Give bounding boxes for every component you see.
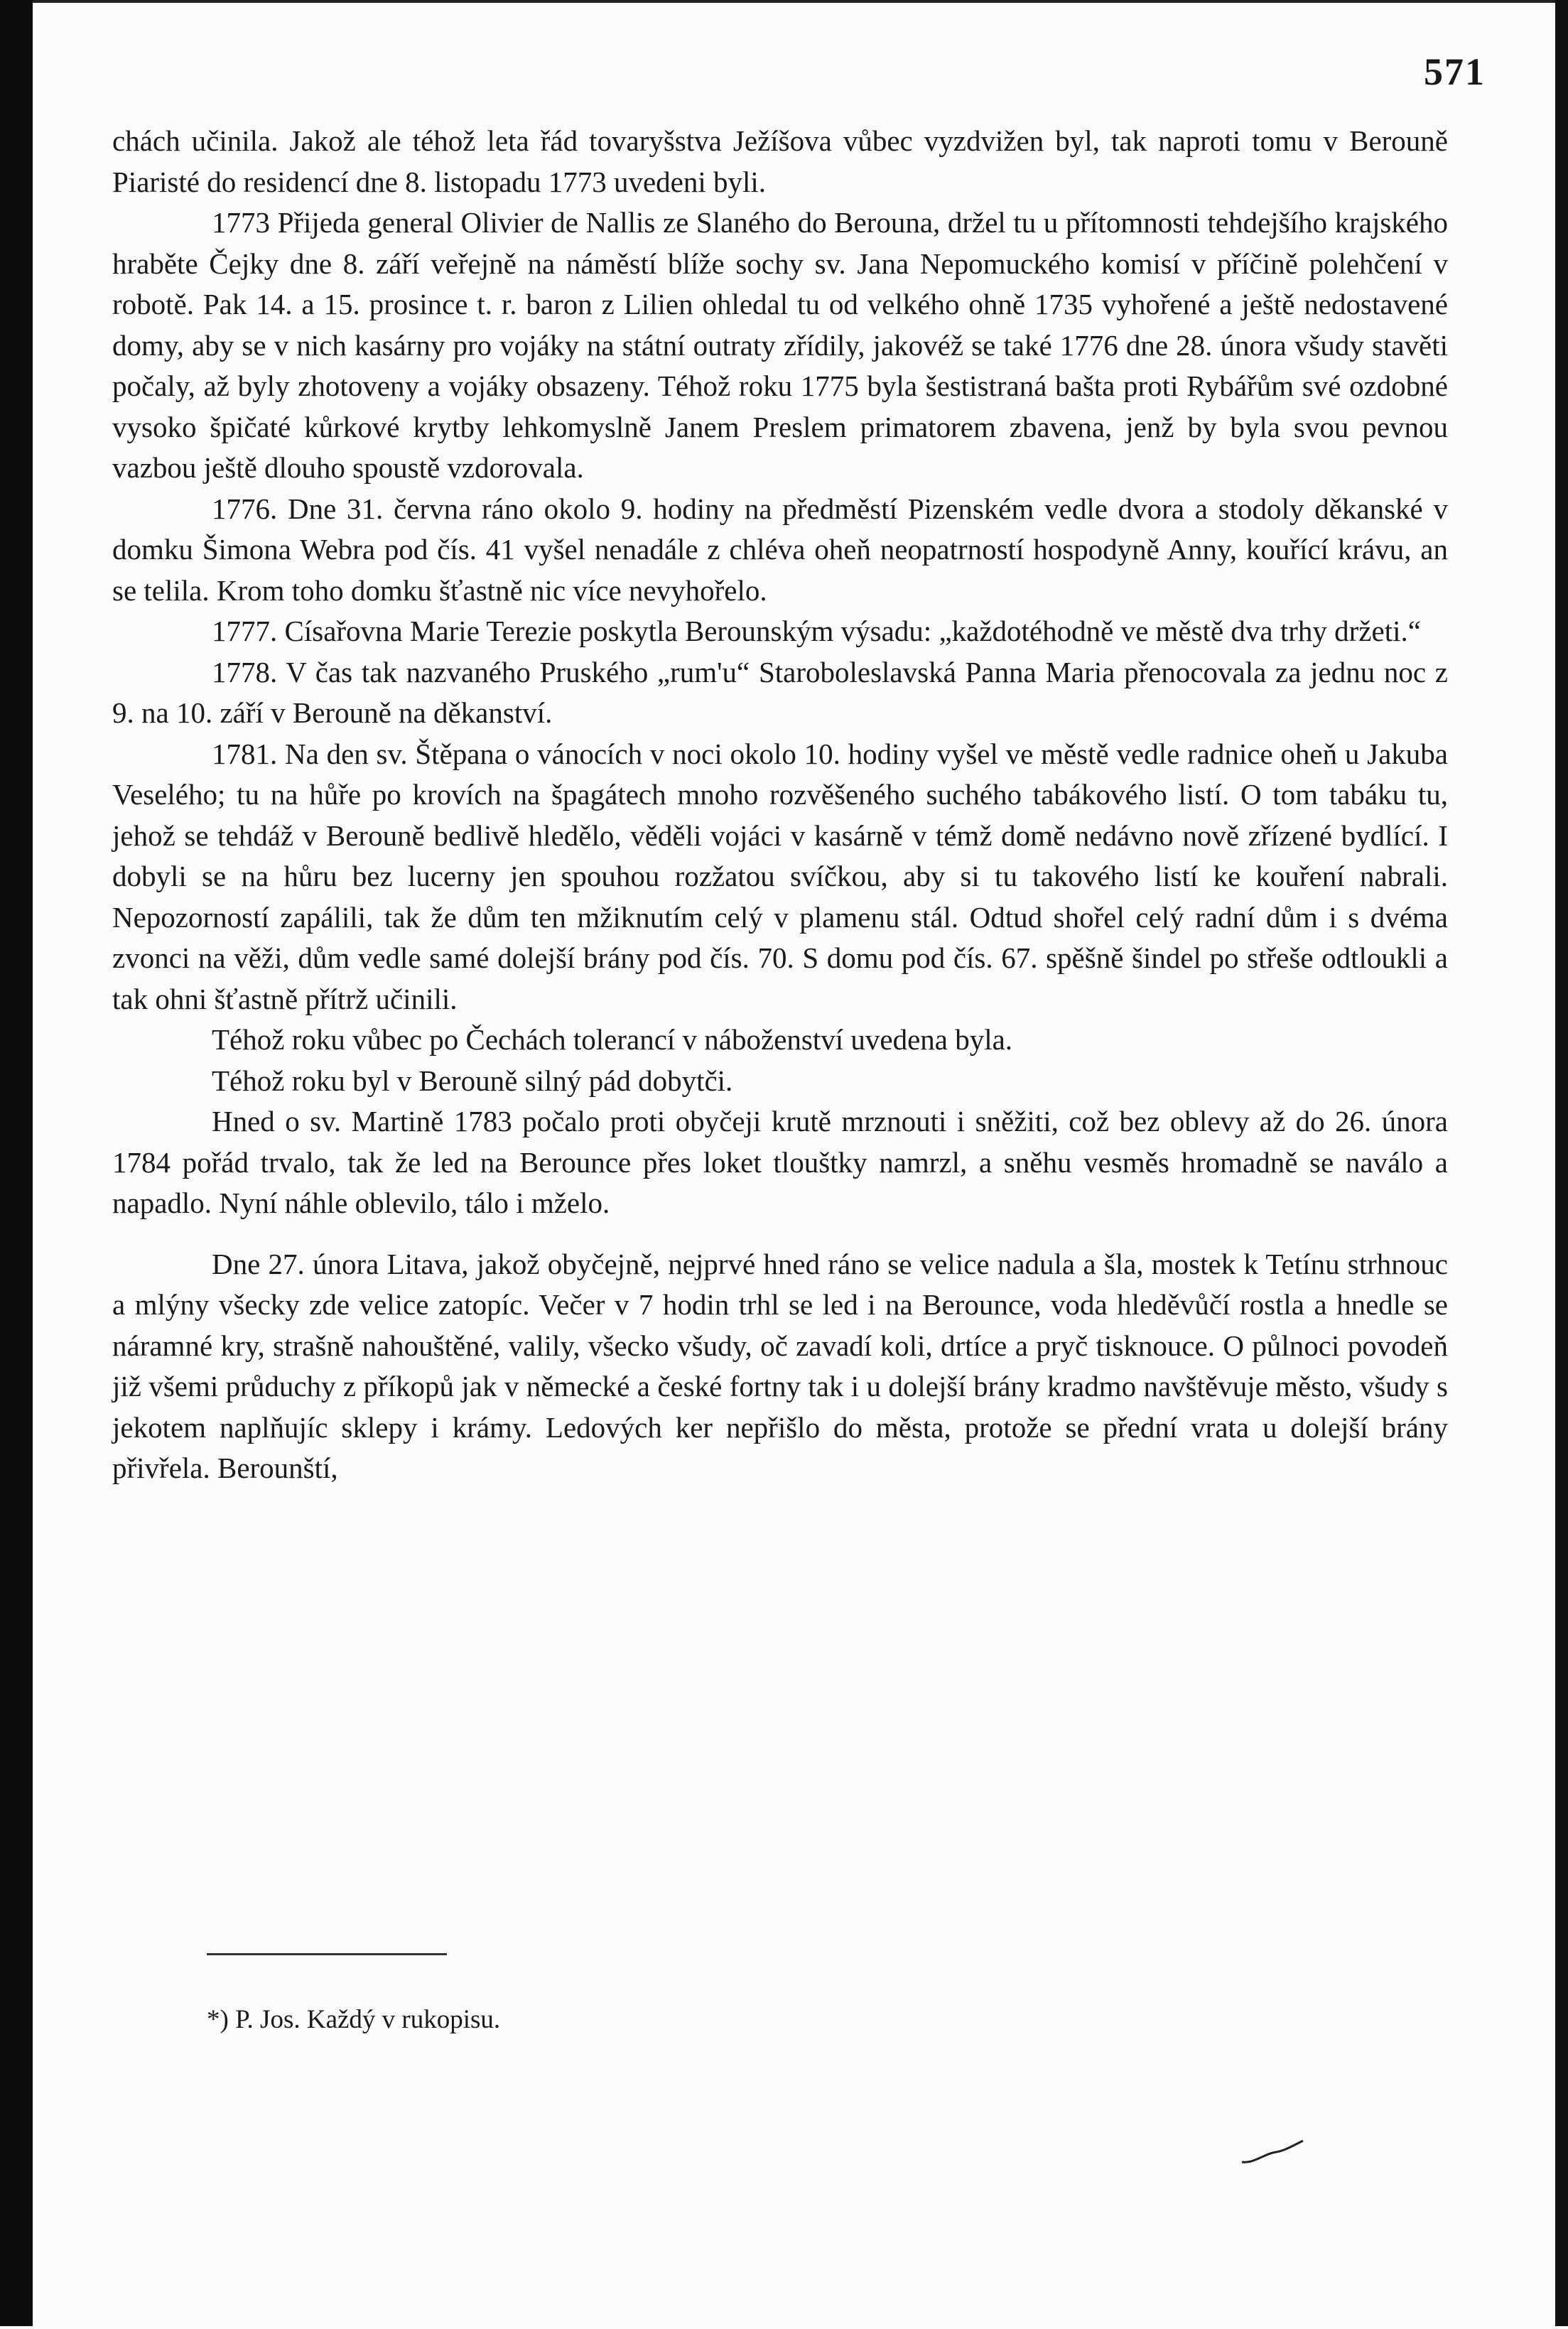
paragraph: Dne 27. února Litava, jakož obyčejně, nejprvé hned ráno se velice nadula a šla, mostek k Tetínu strhnouc a mlýny všecky zde velice zatopíc. Večer v 7 hodin trhl se led i na Berounce, voda hleděvůčí rostla a hnedle se náramné kry, strašně nahouštěné, valily, všecko všudy, oč zavadí koli, drtíce a pryč tisknouce. O půlnoci povodeň již všemi průduchy z příkopů jak v německé a české fortny tak i u dolejší brány kradmo navštěvuje město, všudy s jekotem naplňujíc sklepy i krámy. Ledových ker nepřišlo do města, protože se přední vrata u dolejší brány přivřela. Berounští,	[112, 1247, 1448, 1484]
book-page	[33, 0, 1555, 2329]
paragraph: Téhož roku vůbec po Čechách tolerancí v náboženství uvedena byla.	[212, 1023, 1013, 1056]
paragraph: 1777. Císařovna Marie Terezie poskytla Berounským výsadu: „každotéhodně ve městě dva trhy držeti.“	[212, 615, 1421, 647]
footnote-rule	[207, 1953, 447, 1955]
paragraph: 1776. Dne 31. června ráno okolo 9. hodiny na předměstí Pizenském vedle dvora a stodoly děkanské v domku Šimona Webra pod čís. 41 vyšel nenadále z chléva oheň neopatrností hospodyně Anny, kouřící krávu, an se telila. Krom toho domku šťastně nic více nevyhořelo.	[112, 492, 1448, 607]
paragraph: 1781. Na den sv. Štěpana o vánocích v noci okolo 10. hodiny vyšel ve městě vedle radnice oheň u Jakuba Veselého; tu na hůře po krovích na špagátech mnoho rozvěšeného suchého tabákového listí. O tom tabáku tu, jehož se tehdáž v Berouně bedlivě hledělo, věděli vojáci v kasárně v témž domě nedávno nově zřízené bydlící. I dobyli se na hůru bez lucerny jen spouhou rozžatou svíčkou, aby si tu takového listí ke kouření nabrali. Nepozorností zapálili, tak že dům ten mžiknutím celý v plamenu stál. Odtud shořel celý radní dům i s dvéma zvonci na věži, dům vedle samé dolejší brány pod čís. 70. S domu pod čís. 67. spěšně šindel po střeše odtloukli a tak ohni šťastně přítrž učinili.	[112, 737, 1448, 1015]
scan-border-right	[1555, 0, 1568, 2326]
page-number: 571	[1424, 50, 1486, 93]
paragraph: 1778. V čas tak nazvaného Pruského „rum'u“ Staroboleslavská Panna Maria přenocovala za jednu noc z 9. na 10. září v Berouně na děkanství.	[112, 655, 1448, 729]
pen-mark-icon	[1240, 2138, 1304, 2166]
paragraph: 1773 Přijeda general Olivier de Nallis ze Slaného do Berouna, držel tu u přítomnosti tehdejšího krajského hraběte Čejky dne 8. září veřejně na náměstí blíže sochy sv. Jana Nepomuckého komisí v příčině polehčení v robotě. Pak 14. a 15. prosince t. r. baron z Lilien ohledal tu od velkého ohně 1735 vyhořené a ještě nedostavené domy, aby se v nich kasárny pro vojáky na státní outraty zřídily, jakovéž se také 1776 dne 28. února všudy stavěti počaly, až byly zhotoveny a vojáky obsazeny. Téhož roku 1775 byla šestistraná bašta proti Rybářům své ozdobné vysoko špičaté kůrkové krytby lehkomyslně Janem Preslem primatorem zbavena, jenž by byla svou pevnou vazbou ještě dlouho spoustě vzdorovala.	[112, 206, 1448, 484]
footnote: *) P. Jos. Každý v rukopisu.	[207, 2005, 501, 2034]
paragraph: Hned o sv. Martině 1783 počalo proti obyčeji krutě mrznouti i sněžiti, což bez oblevy až do 26. února 1784 pořád trvalo, tak že led na Berounce přes loket tlouštky namrzl, a sněhu vesměs hromadně se naválo a napadlo. Nyní náhle oblevilo, tálo i mželo.	[112, 1105, 1448, 1219]
paragraph: Téhož roku byl v Berouně silný pád dobytči.	[212, 1064, 733, 1097]
body-text	[112, 121, 1448, 1489]
paragraph: chách učinila. Jakož ale téhož leta řád tovaryšstva Ježíšova vůbec vyzdvižen byl, tak naproti tomu v Berouně Piaristé do residencí dne 8. listopadu 1773 uvedeni byli.	[112, 124, 1448, 198]
scan-border-left	[0, 0, 33, 2326]
